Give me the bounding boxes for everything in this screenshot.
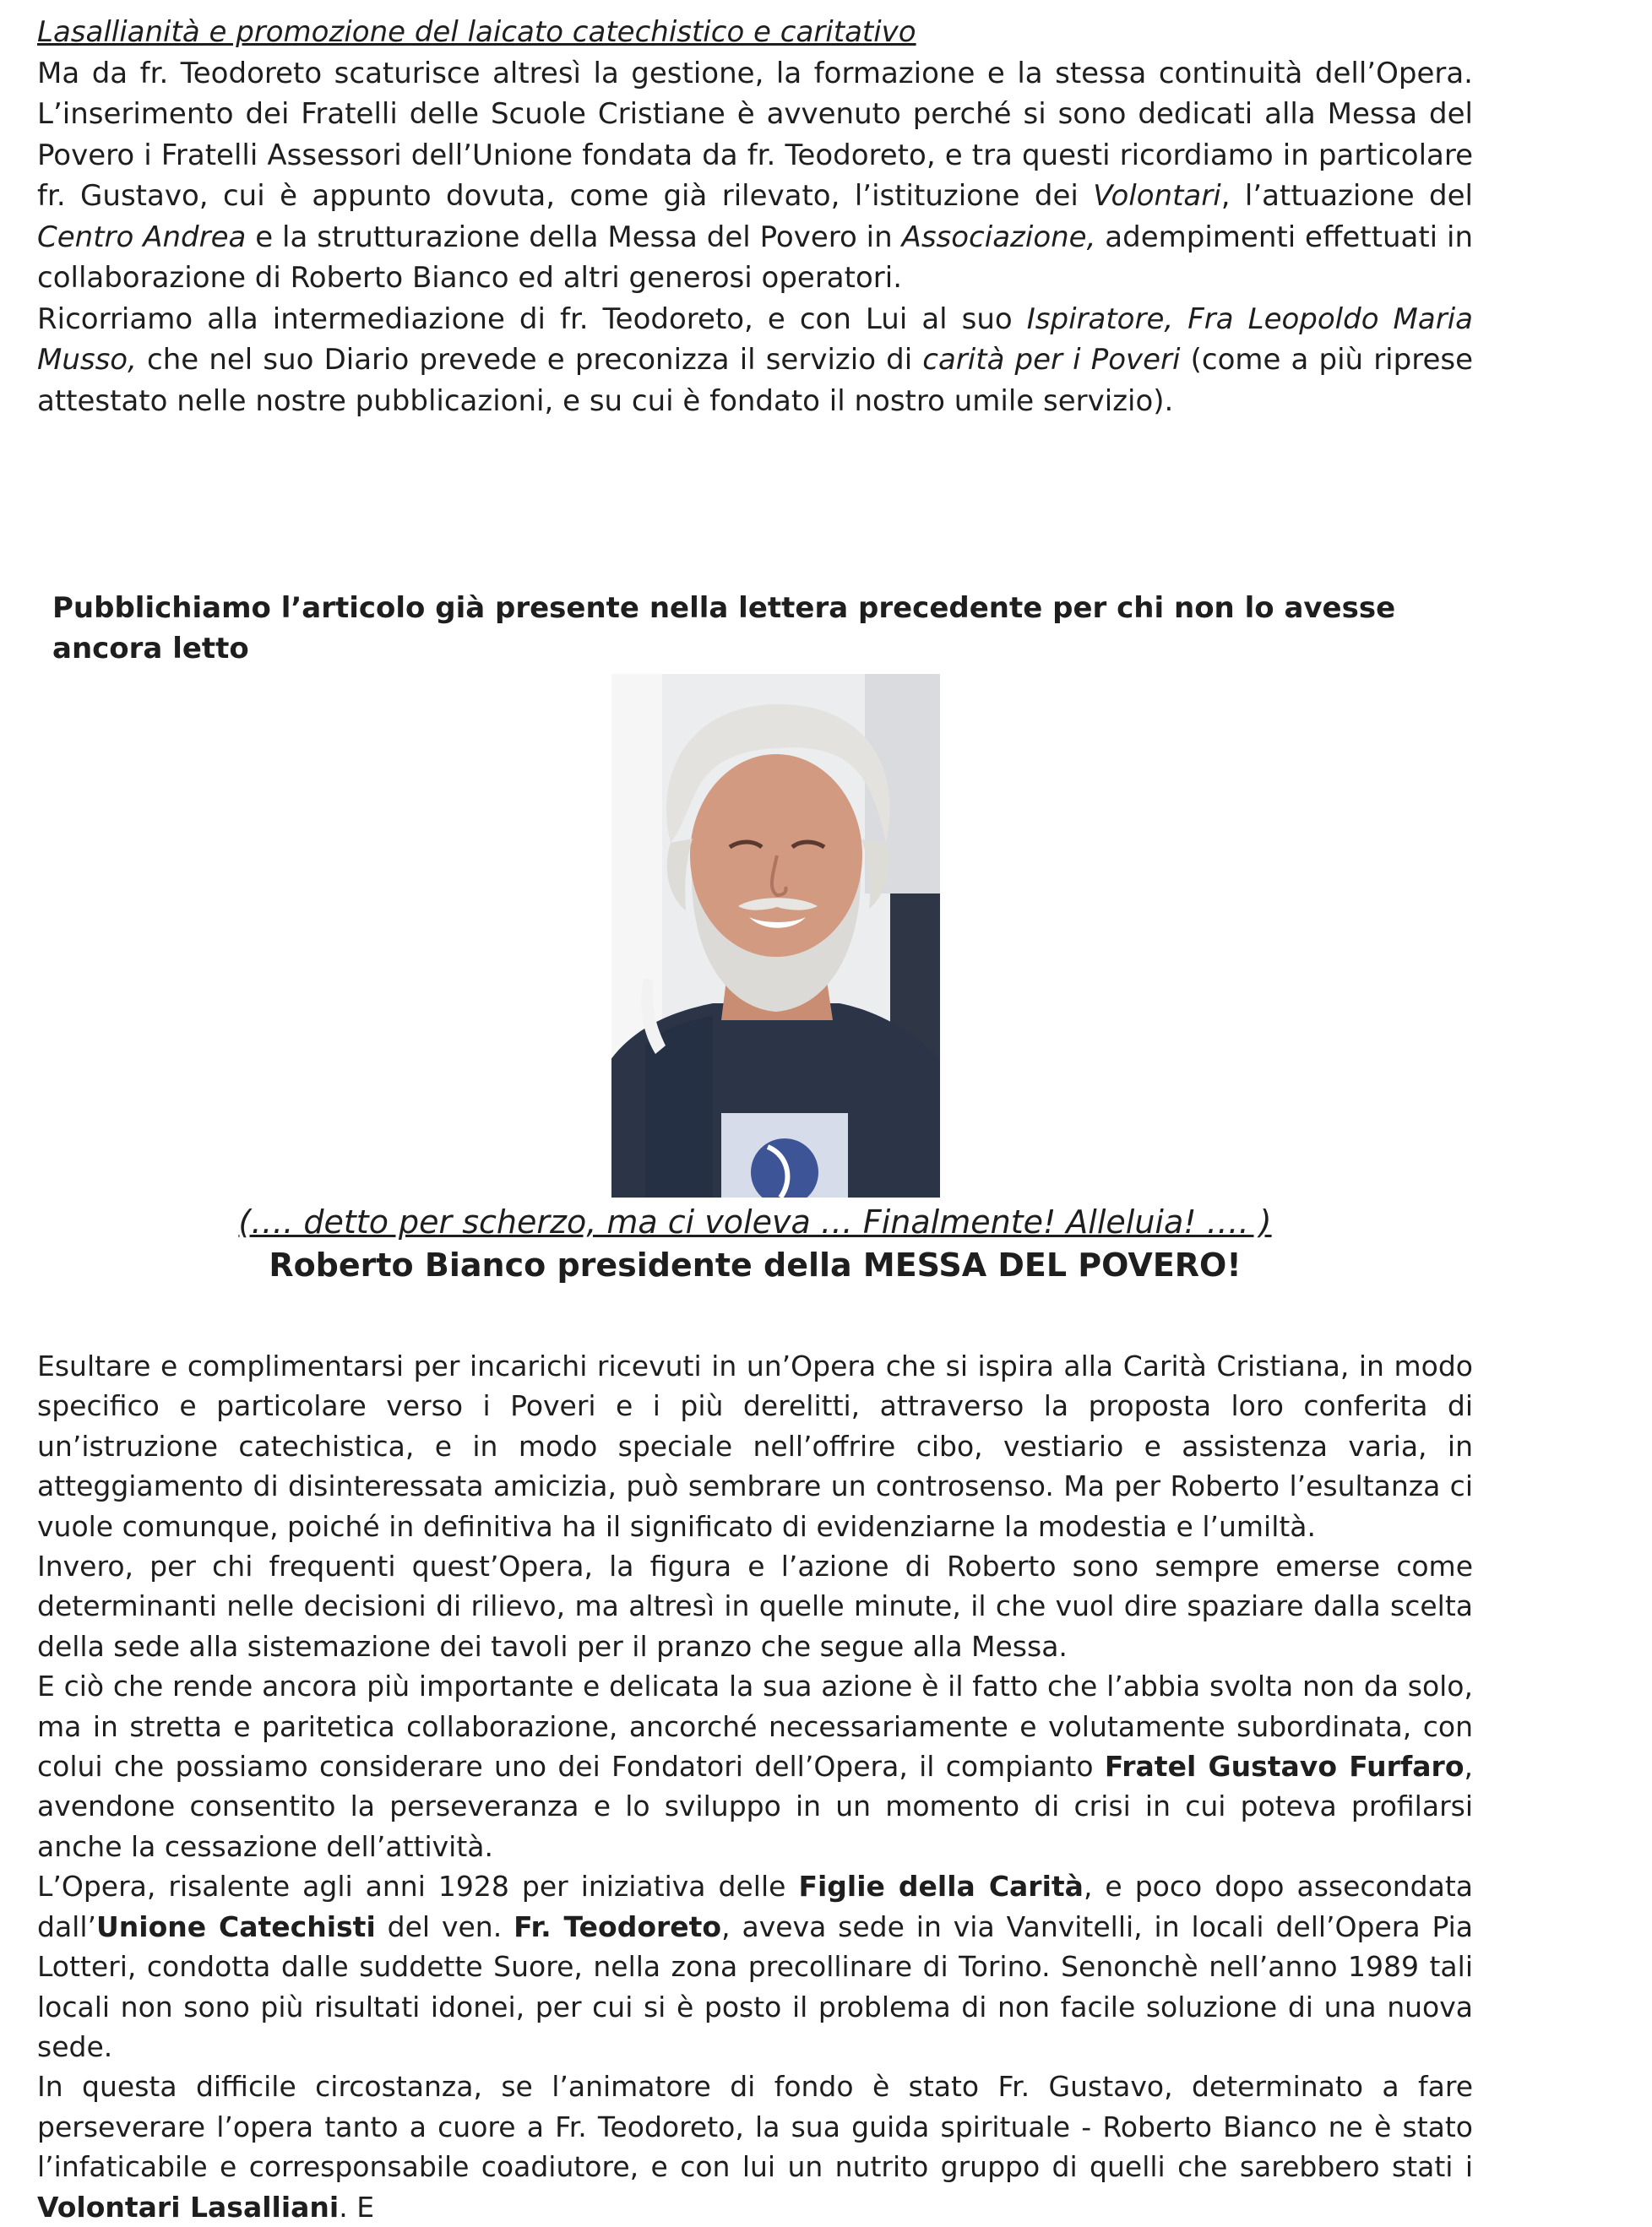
- article-paragraph: [37, 1866, 1473, 2067]
- text-run: , l’attuazione del: [1220, 179, 1473, 213]
- intro-paragraph-1: [37, 53, 1473, 299]
- article-paragraph: [37, 2067, 1473, 2227]
- text-run: del ven.: [375, 1909, 514, 1943]
- text-run: e la strutturazione della Messa del Povero in: [246, 220, 902, 254]
- bold-text: Volontari Lasalliani: [37, 2190, 340, 2224]
- article-body: [37, 1346, 1473, 2227]
- republish-notice: Pubblichiamo l’articolo già presente nella lettera precedente per chi non lo avesse ancora letto: [52, 591, 1396, 665]
- text-run: , avendone consentito la perseveranza e lo sviluppo in un momento di crisi in cui poteva profilarsi anche la cessazione dell’attività.: [37, 1750, 1473, 1863]
- photo-caption: (…. detto per scherzo, ma ci voleva … Finalmente! Alleluia! …. ): [238, 1203, 1272, 1241]
- article-paragraph: [37, 1546, 1473, 1666]
- text-run: , aveva sede in via Vanvitelli, in locali dell’Opera Pia Lotteri, condotta dalle suddette Suore, nella zona precollinare di Torino. Senonchè nell’anno 1989 tali locali non sono più risultati idonei, per cui si è posto il problema di non facile soluzione di una nuova sede.: [37, 1909, 1474, 2063]
- text-run: E ciò che rende ancora più importante e delicata la sua azione è il fatto che l’abbia svolta non da solo, ma in stretta e paritetica collaborazione, ancorché necessariamente e volutamente subordinata, con colui che possiamo considerare uno dei Fondatori dell’Opera, il compianto: [37, 1670, 1473, 1784]
- portrait-illustration: [611, 674, 940, 1198]
- text-run: L’Opera, risalente agli anni 1928 per iniziativa delle: [37, 1870, 799, 1904]
- italic-text: carità per i Poveri: [922, 343, 1181, 377]
- article-paragraph: [37, 1346, 1473, 1546]
- text-run: In questa difficile circostanza, se l’animatore di fondo è stato Fr. Gustavo, determinato a fare perseverare l’opera tanto a cuore a Fr. Teodoreto, la sua guida spirituale - Roberto Bianco ne è stato l’infaticabile e corresponsabile coadiutore, e con lui un nutrito gruppo di quelli che sarebbero stati i: [37, 2070, 1473, 2184]
- article-paragraph: [37, 1666, 1473, 1866]
- intro-section: [37, 12, 1473, 421]
- text-run: Ma da fr. Teodoreto scaturisce altresì la gestione, la formazione e la stessa continuità dell’Opera. L’inserimento dei Fratelli delle Scuole Cristiane è avvenuto perché si sono dedicati alla Messa del Povero i Fratelli Assessori dell’Unione fondata da fr. Teodoreto, e tra questi ricordiamo in particolare fr. Gustavo, cui è appunto dovuta, come già rilevato, l’istituzione dei: [37, 56, 1473, 213]
- text-run: adempimenti effettuati in collaborazione di Roberto Bianco ed altri generosi operatori.: [37, 220, 1474, 295]
- italic-text: Volontari: [1093, 179, 1221, 213]
- section-title: Lasallianità e promozione del laicato catechistico e caritativo: [37, 15, 916, 49]
- italic-text: Ispiratore, Fra Leopoldo Maria Musso,: [37, 301, 1473, 377]
- bold-text: Fr. Teodoreto: [514, 1909, 722, 1943]
- bold-text: Unione Catechisti: [96, 1909, 376, 1943]
- italic-text: Associazione,: [901, 220, 1096, 254]
- text-run: Invero, per chi frequenti quest’Opera, la figura e l’azione di Roberto sono sempre emerse come determinanti nelle decisioni di rilievo, ma altresì in quelle minute, il che vuol dire spaziare dalla scelta della sede alla sistemazione dei tavoli per il pranzo che segue alla Messa.: [37, 1550, 1473, 1663]
- bold-text: Figlie della Carità: [798, 1870, 1084, 1904]
- intro-paragraph-2: [37, 299, 1473, 422]
- text-run: (come a più riprese attestato nelle nostre pubblicazioni, e su cui è fondato il nostro umile servizio).: [37, 343, 1473, 418]
- portrait-photo: [611, 674, 940, 1198]
- text-run: . E: [339, 2190, 375, 2224]
- text-run: che nel suo Diario prevede e preconizza il servizio di: [136, 343, 923, 377]
- text-run: , e poco dopo assecondata dall’: [37, 1870, 1473, 1943]
- article-headline: Roberto Bianco presidente della MESSA DEL POVERO!: [269, 1247, 1242, 1284]
- italic-text: Centro Andrea: [37, 220, 247, 254]
- text-run: Esultare e complimentarsi per incarichi ricevuti in un’Opera che si ispira alla Carità Cristiana, in modo specifico e particolare verso i Poveri e i più derelitti, attraverso la proposta loro conferita di un’istruzione catechistica, e in modo speciale nell’offrire cibo, vestiario e assistenza varia, in atteggiamento di disinteressata amicizia, può sembrare un controsenso. Ma per Roberto l’esultanza ci vuole comunque, poiché in definitiva ha il significato di evidenziarne la modestia e l’umiltà.: [37, 1350, 1473, 1543]
- bold-text: Fratel Gustavo Furfaro: [1104, 1750, 1465, 1784]
- text-run: Ricorriamo alla intermediazione di fr. Teodoreto, e con Lui al suo: [37, 301, 1027, 336]
